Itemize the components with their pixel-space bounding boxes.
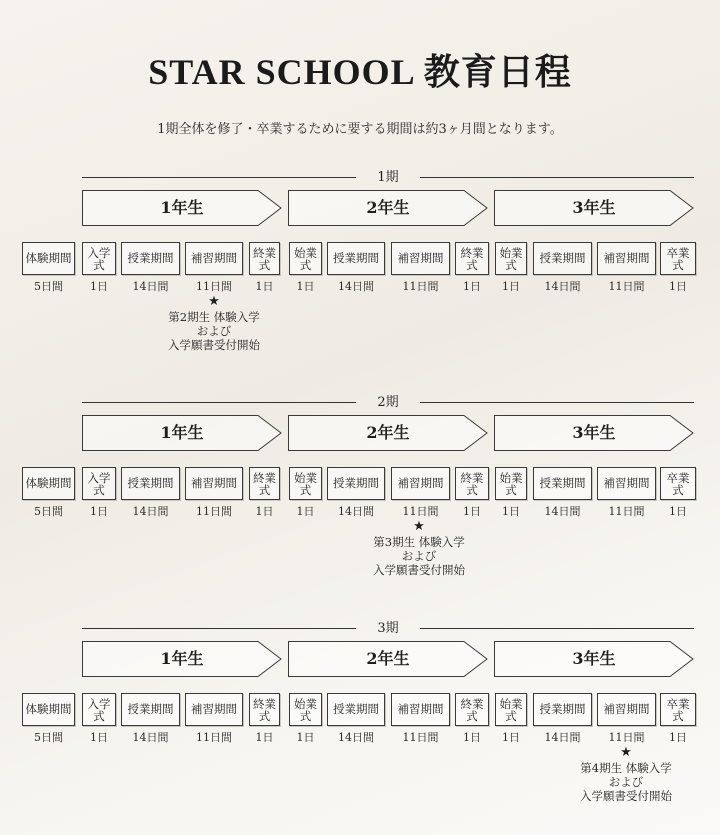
step-label: 卒業 式: [666, 245, 690, 272]
schedule-step: 補習期間: [185, 467, 243, 500]
star-icon: ★: [620, 745, 632, 760]
page-subtitle: 1期全体を修了・卒業するために要する期間は約3ヶ月間となります。: [157, 122, 563, 137]
schedule-step: 補習期間: [185, 693, 243, 726]
schedule-step: [455, 693, 489, 726]
step-label: 始業 式: [294, 696, 317, 723]
divider-line: [420, 177, 694, 178]
schedule-step: 補習期間: [597, 693, 656, 726]
step-label: 始業 式: [499, 470, 523, 497]
step-duration: 11日間: [402, 280, 439, 293]
step-duration: 14日間: [132, 505, 169, 518]
step-duration: 14日間: [544, 280, 581, 293]
schedule-step: [289, 693, 322, 726]
schedule-step: [660, 467, 696, 500]
schedule-step: 補習期間: [391, 693, 450, 726]
step-duration: 11日間: [196, 280, 232, 293]
schedule-step: [495, 242, 527, 275]
year-arrow: [494, 641, 694, 677]
schedule-step: [495, 467, 527, 500]
year-arrow: [288, 641, 488, 677]
year-arrow: [288, 190, 488, 226]
schedule-step: [249, 467, 280, 500]
step-duration: 1日: [669, 280, 687, 293]
divider-line: [82, 177, 356, 178]
schedule-step: 授業期間: [327, 242, 385, 275]
step-duration: 14日間: [544, 731, 581, 744]
step-duration: 14日間: [338, 505, 374, 518]
note-line: および: [608, 775, 644, 789]
schedule-step: [82, 693, 116, 726]
divider-line: [420, 628, 694, 629]
page-title: STAR SCHOOL 教育日程: [148, 52, 572, 92]
step-duration: 11日間: [196, 505, 232, 518]
schedule-step: 授業期間: [121, 693, 180, 726]
year-label: 2年生: [366, 423, 410, 442]
year-arrow: [494, 190, 694, 226]
schedule-step: [455, 467, 489, 500]
step-label: 終業 式: [253, 245, 276, 272]
note-line: 第3期生 体験入学: [373, 535, 465, 549]
step-duration: 1日: [502, 280, 520, 293]
step-duration: 11日間: [196, 731, 232, 744]
step-duration: 1日: [255, 280, 274, 293]
schedule-step: [289, 467, 322, 500]
step-label: 始業 式: [499, 245, 523, 272]
divider-line: [420, 402, 694, 403]
schedule-step: [495, 693, 527, 726]
step-duration: 11日間: [608, 280, 645, 293]
step-duration: 1日: [90, 280, 108, 293]
schedule-step: [82, 242, 116, 275]
step-label: 終業 式: [460, 696, 484, 723]
year-label: 3年生: [572, 198, 616, 217]
step-duration: 1日: [463, 505, 481, 518]
schedule-step: 補習期間: [597, 467, 656, 500]
term-divider: [82, 168, 694, 188]
year-label: 3年生: [572, 423, 616, 442]
step-duration: 1日: [463, 280, 481, 293]
step-duration: 14日間: [338, 731, 374, 744]
step-duration: 1日: [90, 505, 108, 518]
step-label: 始業 式: [294, 470, 317, 497]
divider-line: [82, 628, 356, 629]
note-line: 入学願書受付開始: [168, 338, 260, 352]
step-duration: 11日間: [402, 505, 439, 518]
step-duration: 1日: [669, 505, 687, 518]
schedule-step: [82, 467, 116, 500]
schedule-step: 体験期間: [22, 693, 75, 726]
year-label: 1年生: [160, 423, 204, 442]
note-line: および: [401, 549, 437, 563]
term-divider: [82, 393, 694, 413]
note-line: 入学願書受付開始: [373, 563, 465, 577]
year-label: 3年生: [572, 649, 616, 668]
step-duration: 11日間: [608, 731, 645, 744]
schedule-step: 補習期間: [391, 242, 450, 275]
schedule-step: 補習期間: [185, 242, 243, 275]
year-label: 1年生: [160, 198, 204, 217]
schedule-step: 授業期間: [533, 693, 592, 726]
step-duration: 1日: [296, 280, 315, 293]
step-duration: 1日: [502, 505, 520, 518]
step-duration: 14日間: [338, 280, 374, 293]
term-label: 2期: [377, 395, 399, 410]
term-section: [0, 168, 720, 368]
step-duration: 14日間: [132, 280, 169, 293]
year-label: 2年生: [366, 198, 410, 217]
step-label: 終業 式: [253, 696, 276, 723]
step-duration: 1日: [502, 731, 520, 744]
schedule-step: [289, 242, 322, 275]
step-duration: 14日間: [132, 731, 169, 744]
year-arrow: [288, 415, 488, 451]
schedule-step: 授業期間: [327, 467, 385, 500]
year-arrow: [494, 415, 694, 451]
step-label: 卒業 式: [666, 470, 690, 497]
term-section: [0, 619, 720, 819]
step-duration: 5日間: [34, 280, 63, 293]
schedule-step: 授業期間: [121, 467, 180, 500]
step-label: 終業 式: [460, 245, 484, 272]
admission-note: [349, 519, 489, 577]
step-duration: 1日: [296, 505, 315, 518]
year-arrow: [82, 641, 282, 677]
schedule-step: 授業期間: [533, 467, 592, 500]
schedule-step: 授業期間: [533, 242, 592, 275]
divider-line: [82, 402, 356, 403]
term-label: 3期: [377, 621, 399, 636]
term-label: 1期: [377, 170, 399, 185]
schedule-step: [660, 693, 696, 726]
term-divider: [82, 619, 694, 639]
schedule-step: [455, 242, 489, 275]
step-duration: 1日: [255, 505, 274, 518]
schedule-step: 補習期間: [391, 467, 450, 500]
schedule-step: 補習期間: [597, 242, 656, 275]
step-label: 始業 式: [294, 245, 317, 272]
step-duration: 1日: [669, 731, 687, 744]
schedule-step: 体験期間: [22, 242, 75, 275]
step-duration: 1日: [90, 731, 108, 744]
year-arrow: [82, 190, 282, 226]
note-line: および: [196, 324, 232, 338]
schedule-step: [660, 242, 696, 275]
step-duration: 5日間: [34, 731, 63, 744]
schedule-step: 授業期間: [121, 242, 180, 275]
schedule-step: [249, 693, 280, 726]
step-label: 入学 式: [87, 245, 111, 272]
admission-note: [556, 745, 696, 803]
star-icon: ★: [413, 519, 425, 534]
step-duration: 1日: [463, 731, 481, 744]
year-label: 1年生: [160, 649, 204, 668]
step-duration: 1日: [255, 731, 274, 744]
step-duration: 5日間: [34, 505, 63, 518]
term-section: [0, 393, 720, 593]
step-duration: 1日: [296, 731, 315, 744]
year-label: 2年生: [366, 649, 410, 668]
schedule-step: [249, 242, 280, 275]
step-label: 始業 式: [499, 696, 523, 723]
step-duration: 11日間: [402, 731, 439, 744]
schedule-step: 授業期間: [327, 693, 385, 726]
admission-note: [144, 294, 284, 352]
star-icon: ★: [208, 294, 220, 309]
step-label: 入学 式: [87, 470, 111, 497]
year-arrow: [82, 415, 282, 451]
note-line: 第4期生 体験入学: [580, 761, 672, 775]
step-duration: 11日間: [608, 505, 645, 518]
note-line: 入学願書受付開始: [580, 789, 672, 803]
schedule-step: 体験期間: [22, 467, 75, 500]
note-line: 第2期生 体験入学: [168, 310, 260, 324]
step-duration: 14日間: [544, 505, 581, 518]
step-label: 終業 式: [460, 470, 484, 497]
step-label: 入学 式: [87, 696, 111, 723]
step-label: 終業 式: [253, 470, 276, 497]
step-label: 卒業 式: [666, 696, 690, 723]
